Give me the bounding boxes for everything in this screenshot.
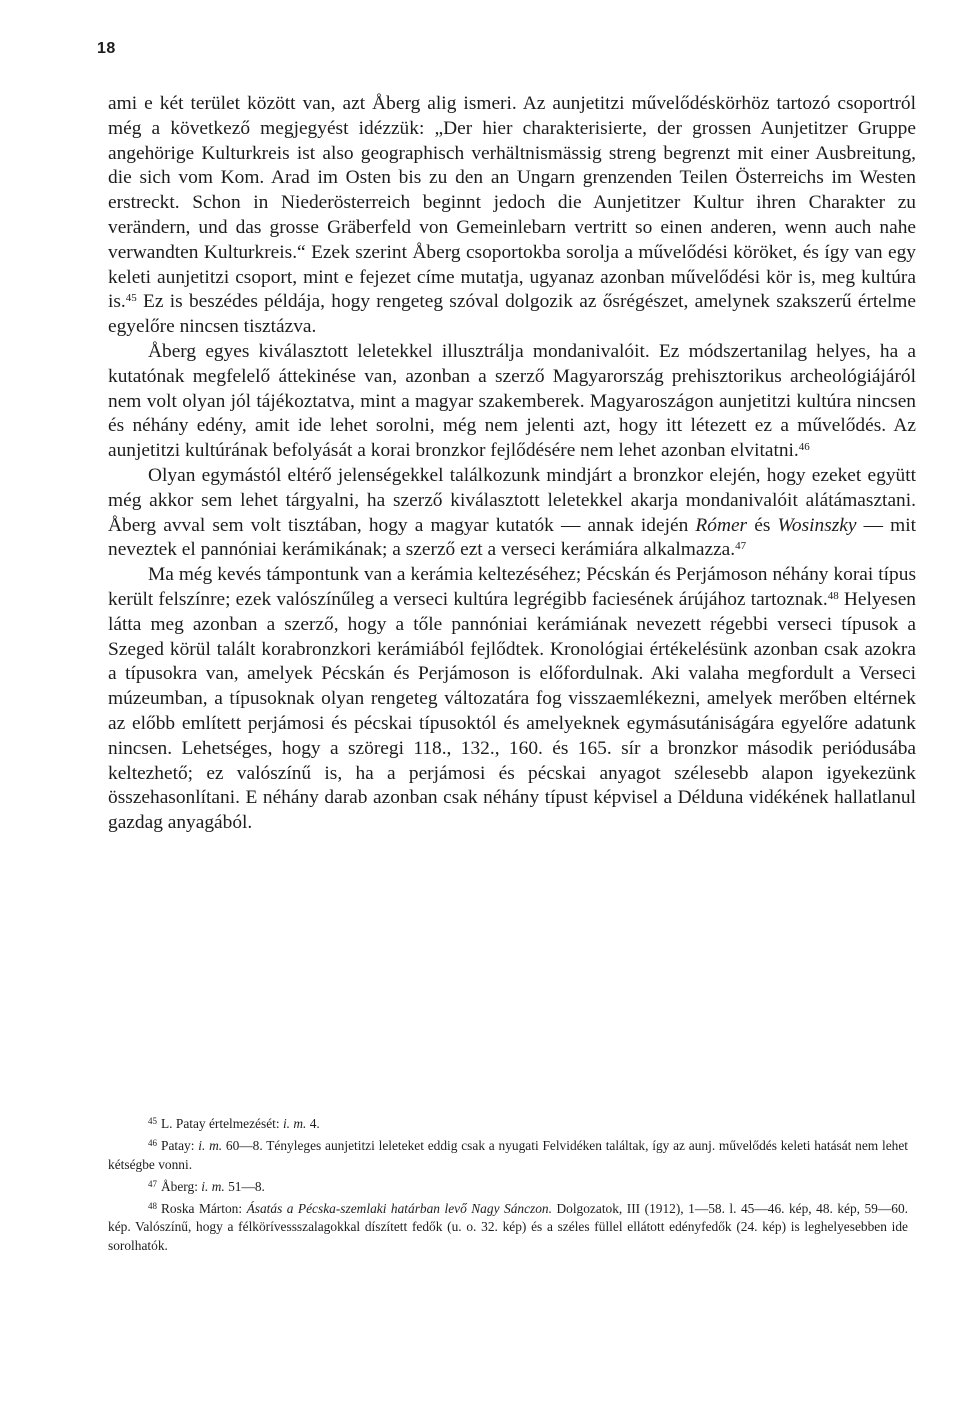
italic-text-run: i. m. [201,1178,225,1194]
text-run: 4. [306,1116,320,1131]
footnote [108,1134,908,1174]
text-run: — mit neveztek el pannóniai kerámikának; a szerző ezt a verseci kerámiára alkalmazza. [108,514,916,561]
footnotes [108,1112,908,1256]
text-run: ami e két terület között van, azt Åberg alig ismeri. Az aunjetitzi művelődéskörhöz tartozó csoportról még a következő megjegyést idézzük: „Der hier charakterisierte, der grossen Aunjetitzer Gruppe angehörige Kulturkreis ist also geographisch verhältnismässig streng begrenzt mit einer Ausbreitung, die sich vom Kom. Arad im Osten bis zu den an Ungarn grenzenden Teilen Österreichs im Westen erstreckt. Schon in Niederösterreich beginnt jedoch die Aunjetitzer Kultur ihren Charakter zu verändern, und das grosse Gräberfeld von Gemeinlebarn vertritt so einen anderen, wenn auch nahe verwandten Kulturkreis.“ Ezek szerint Åberg csoportokba sorolja a művelődési köröket, és így van egy keleti aunjetitzi csoport, mint e fejezet címe mutatja, ugyanaz azonban művelődési kör is, meg kultúra is. [108,93,916,313]
footnote-reference: 47 [735,540,747,553]
text-run: Ez is beszédes példája, hogy rengeteg szóval dolgozik az ősrégészet, amelynek szakszerű értelme egyelőre nincsen tisztázva. [108,291,916,338]
paragraph [108,563,916,836]
italic-text-run: Ásatás a Pécska-szemlaki határban levő Nagy Sánczon. [246,1201,552,1217]
footnote-number: 48 [148,1201,157,1212]
text-run: és [747,514,778,536]
paragraph [108,464,916,563]
text-run: Olyan egymástól eltérő jelenségekkel találkozunk mindjárt a bronzkor elején, hogy ezeket együtt még akkor sem lehet tárgyalni, ha szerző kiválasztott leletekkel akarja mondanivalóit alátámasztani. Åberg avval sem volt tisztában, hogy a magyar kutatók — annak idején [108,464,916,536]
text-run: Helyesen látta meg azonban a szerző, hogy a tőle pannóniai kerámiának nevezett régebbi verseci típusok a Szeged körül talált korabronzkori kerámiából fejlődtek. Kronológiai értékelésünk azonban csak azokra a típusokra van, amelyek Pécskán és Perjámoson is előfordulnak. Aki valaha megfordult a Verseci múzeumban, a típusoknak olyan rengeteg változatára fog visszaemlékezni, amelyek merőben eltérnek az előbb említett perjámosi és pécskai típusoktól és amelyeknek egymásutániságára egyelőre adatunk nincsen. Lehetséges, hogy a szöregi 118., 132., 160. és 165. sír a bronzkor második periódusába keltezhető; ez valószínű is, ha a perjámosi és pécskai anyagot szélesebb alapon igyekezünk összehasonlítani. E néhány darab azonban csak néhány típust képvisel a Délduna vidékének hallatlanul gazdag anyagából. [108,588,916,834]
text-run: L. Patay értelmezését: [161,1116,283,1131]
text-run: 60—8. Tényleges aunjetitzi leleteket eddig csak a nyugati Felvidéken találtak, így az aunj. művelődés keleti hatását nem lehet kétségbe vonni. [108,1138,909,1172]
text-run: Ma még kevés támpontunk van a kerámia keltezéséhez; Pécskán és Perjámoson néhány korai típus került felszínre; ezek valószínűleg a verseci kultúra legrégibb faciesének árújához tartoznak. [108,564,916,610]
footnote-number: 45 [148,1116,157,1126]
footnote [108,1197,908,1255]
italic-text-run: i. m. [282,1116,307,1131]
italic-text-run: Wosinszky [777,514,857,536]
text-run: 51—8. [224,1178,265,1194]
footnote-reference: 45 [125,292,137,305]
footnote [108,1112,908,1133]
paragraph [108,92,916,340]
text-run: Åberg egyes kiválasztott leletekkel illusztrálja mondanivalóit. Ez módszertanilag helyes, ha a kutatónak megfelelő áttekinése van, azonban a szerző Magyarország prehisztorikus archeológiájáról nem volt olyan jól tájékoztatva, mint a magyar szakemberek. Magyaroszágon aunjetitzi kultúra nincsen és néhány edény, amit ide lehet sorolni, még nem jelenti azt, hogy itt létezett ez a művelődés. Az aunjetitzi kultúrának befolyását a korai bronzkor fejlődésére nem lehet azonban elvitatni. [108,340,916,462]
text-run: Roska Márton: [161,1201,247,1217]
footnote-number: 46 [148,1138,157,1149]
page-number: 18 [97,40,116,57]
italic-text-run: i. m. [198,1138,223,1154]
italic-text-run: Rómer [695,514,748,536]
text-run: Patay: [161,1138,199,1154]
footnote-reference: 46 [798,441,810,454]
footnote-reference: 48 [827,589,839,602]
body-text [108,92,916,836]
paragraph [108,340,916,464]
text-run: Dolgozatok, III (1912), 1—58. l. 45—46. kép, 48. kép, 59—60. kép. Valószínű, hogy a félkörívessszalagokkal díszített fedők (u. o. 32. kép) és a széles füllel ellátott edényfedők (24. kép) is leghelyesebben ide sorolhatók. [108,1201,909,1253]
footnote [108,1175,908,1196]
text-run: Åberg: [161,1178,202,1194]
footnote-number: 47 [148,1178,157,1189]
